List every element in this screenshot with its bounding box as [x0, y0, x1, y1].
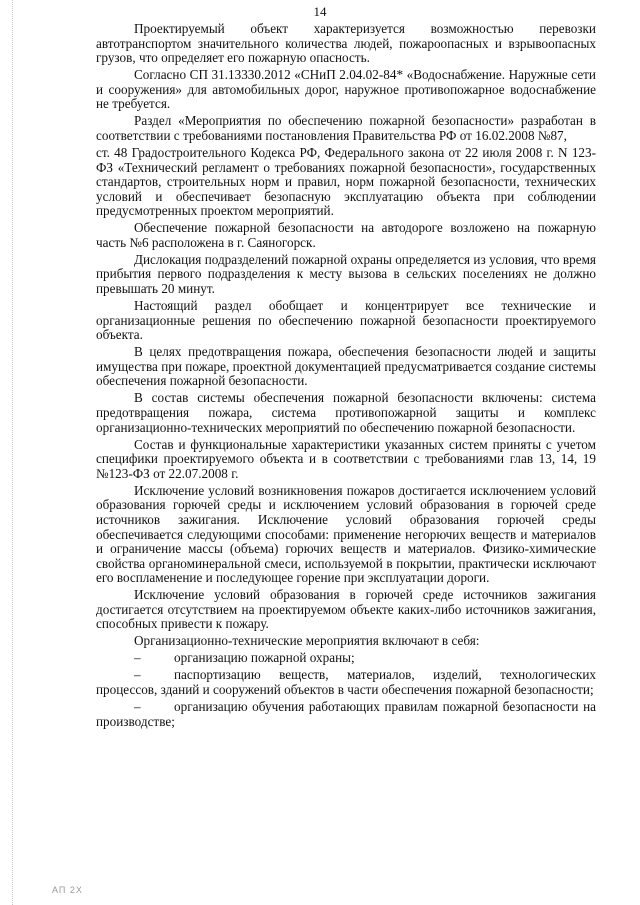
- paragraph-section-summary: Настоящий раздел обобщает и концентрирует все технические и организационные решения по обеспечению пожарной безопасности проектируемого объекта.: [96, 298, 596, 343]
- paragraph-fire-station: Обеспечение пожарной безопасности на автодороге возложено на пожарную часть №6 расположена в г. Саяногорск.: [96, 220, 596, 250]
- paragraph-system-characteristics: Состав и функциональные характеристики указанных систем приняты с учетом специфики проектируемого объекта и в соответствии с требованиями глав 13, 14, 19 №123-ФЗ от 22.07.2008 г.: [96, 436, 596, 481]
- list-item-text: организацию обучения работающих правилам пожарной безопасности на производстве;: [96, 698, 596, 729]
- paragraph-water-supply: Согласно СП 31.13330.2012 «СНиП 2.04.02-84* «Водоснабжение. Наружные сети и сооружения» для автомобильных дорог, наружное противопожарное водоснабжение не требуется.: [96, 67, 596, 112]
- paragraph-system-composition: В состав системы обеспечения пожарной безопасности включены: система предотвращения пожара, система противопожарной защиты и комплекс организационно-технических мероприятий по обеспечению пожарной безопасности.: [96, 390, 596, 435]
- paragraph-measures-intro: Организационно-технические мероприятия включают в себя:: [134, 633, 480, 649]
- paragraph-legal-basis: ст. 48 Градостроительного Кодекса РФ, Федерального закона от 22 июля 2008 г. N 123-ФЗ «Технический регламент о требованиях пожарной безопасности», государственных стандартов, строительных норм и правил, норм пожарной безопасности, технических условий и обеспечивает безопасную эксплуатацию объекта при соблюдении предусмотренных проектом мероприятий.: [96, 144, 596, 219]
- list-dash: –: [134, 650, 141, 666]
- paragraph-fire-hazard: Проектируемый объект характеризуется возможностью перевозки автотранспортом значительного количества людей, пожароопасных и взрывоопасных грузов, что определяет его пожарную опасность.: [96, 21, 596, 66]
- paragraph-section-basis: Раздел «Мероприятия по обеспечению пожарной безопасности» разработан в соответствии с требованиями постановления Правительства РФ от 16.02.2008 №87,: [96, 113, 596, 143]
- list-item: [96, 651, 596, 666]
- paragraph-prevention-goals: В целях предотвращения пожара, обеспечения безопасности людей и защиты имущества при пожаре, проектной документацией предусматривается создание системы обеспечения пожарной безопасности.: [96, 344, 596, 389]
- list-dash: –: [134, 698, 141, 714]
- list-item-text: паспортизацию веществ, материалов, изделий, технологических процессов, зданий и сооружений объектов в части обеспечения пожарной безопасности;: [96, 667, 596, 697]
- scan-edge-line: [12, 0, 13, 905]
- paragraph-ignition-sources: Исключение условий образования в горючей среде источников зажигания достигается отсутствием на проектируемом объекте каких-либо источников зажигания, способных привести к пожару.: [96, 587, 596, 632]
- list-item: [96, 700, 596, 729]
- corner-stamp-mark: АП 2Х: [52, 885, 83, 895]
- list-dash: –: [134, 667, 141, 683]
- list-item: [96, 668, 596, 697]
- paragraph-combustible-medium: Исключение условий возникновения пожаров достигается исключением условий образования горючей среды и исключением условий образования в горючей среде источников зажигания. Исключение условий образования горючей среды обеспечивается следующими способами: применение негорючих веществ и материалов и ограничение массы (объема) горючих веществ и материалов. Физико-химические свойства органоминеральной смеси, используемой в покрытии, практически исключают его воспламенение и последующее горение при эксплуатации дороги.: [96, 482, 596, 586]
- paragraph-dislocation: Дислокация подразделений пожарной охраны определяется из условия, что время прибытия первого подразделения к месту вызова в сельских поселениях не должно превышать 20 минут.: [96, 251, 596, 297]
- page-number: 14: [313, 4, 327, 19]
- document-body: [96, 22, 596, 732]
- list-item-text: организацию пожарной охраны;: [174, 650, 355, 666]
